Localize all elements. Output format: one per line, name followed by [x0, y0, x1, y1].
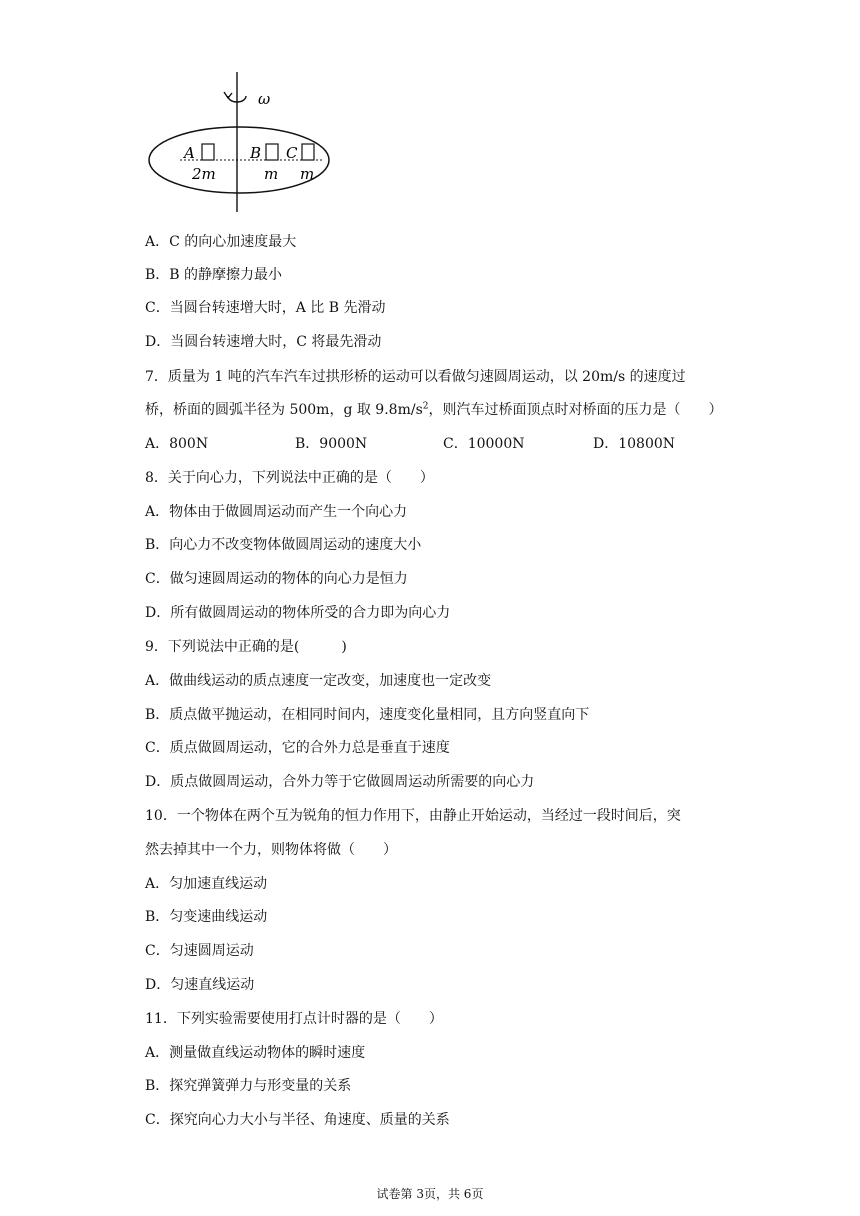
block-c — [302, 144, 314, 160]
q9-option-d: D．质点做圆周运动，合外力等于它做圆周运动所需要的向心力 — [145, 774, 535, 790]
q8-option-a: A．物体由于做圆周运动而产生一个向心力 — [145, 504, 408, 520]
q8-option-c: C．做匀速圆周运动的物体的向心力是恒力 — [145, 571, 408, 587]
q7-option-b: B．9000N — [295, 436, 368, 452]
q10-option-c: C．匀速圆周运动 — [145, 943, 254, 959]
q6-option-c: C．当圆台转速增大时，A 比 B 先滑动 — [145, 300, 386, 316]
q7-option-d: D．10800N — [593, 436, 676, 452]
block-b — [266, 144, 278, 160]
q10-stem-line2: 然去掉其中一个力，则物体将做（ ） — [145, 842, 397, 858]
label-a: A — [184, 144, 195, 162]
mass-c: m — [300, 165, 315, 183]
q7-stem-line1: 7．质量为 1 吨的汽车汽车过拱形桥的运动可以看做匀速圆周运动，以 20m/s 的速度过 — [145, 369, 686, 385]
q7-options — [145, 434, 745, 454]
block-a — [202, 144, 214, 160]
q11-option-b: B．探究弹簧弹力与形变量的关系 — [145, 1078, 352, 1094]
q10-option-d: D．匀速直线运动 — [145, 977, 255, 993]
q7-stem-line2-pre: 桥，桥面的圆弧半径为 500m，g 取 9.8m/s — [145, 402, 423, 418]
q10-stem-line1: 10．一个物体在两个互为锐角的恒力作用下，由静止开始运动，当经过一段时间后，突 — [145, 808, 681, 824]
rotating-disc-figure — [140, 70, 340, 215]
q9-stem: 9．下列说法中正确的是( ) — [145, 639, 347, 655]
q6-option-a: A．C 的向心加速度最大 — [145, 234, 297, 250]
q11-stem: 11．下列实验需要使用打点计时器的是（ ） — [145, 1011, 443, 1027]
q7-stem-line2-post: ，则汽车过桥面顶点时对桥面的压力是（ ） — [428, 402, 723, 418]
q10-option-a: A．匀加速直线运动 — [145, 876, 268, 892]
q11-option-c: C．探究向心力大小与半径、角速度、质量的关系 — [145, 1112, 450, 1128]
q6-option-d: D．当圆台转速增大时，C 将最先滑动 — [145, 334, 382, 350]
q8-option-d: D．所有做圆周运动的物体所受的合力即为向心力 — [145, 605, 451, 621]
q9-option-c: C．质点做圆周运动，它的合外力总是垂直于速度 — [145, 740, 450, 756]
q7-option-c: C．10000N — [443, 436, 525, 452]
q9-option-b: B．质点做平抛运动，在相同时间内，速度变化量相同，且方向竖直向下 — [145, 707, 590, 723]
mass-a: 2m — [192, 165, 216, 183]
q7-stem-line2 — [145, 400, 723, 420]
q8-option-b: B．向心力不改变物体做圆周运动的速度大小 — [145, 537, 422, 553]
label-b: B — [250, 144, 262, 162]
q9-option-a: A．做曲线运动的质点速度一定改变，加速度也一定改变 — [145, 673, 492, 689]
q7-option-a: A．800N — [145, 436, 209, 452]
q8-stem: 8．关于向心力，下列说法中正确的是（ ） — [145, 470, 434, 486]
mass-b: m — [264, 165, 279, 183]
q6-option-b: B．B 的静摩擦力最小 — [145, 267, 283, 283]
omega-label: ω — [258, 90, 271, 108]
label-c: C — [286, 144, 298, 162]
q11-option-a: A．测量做直线运动物体的瞬时速度 — [145, 1045, 366, 1061]
q10-option-b: B．匀变速曲线运动 — [145, 909, 268, 925]
page-footer: 试卷第 3页，共 6页 — [376, 1187, 484, 1201]
q7-stem-line2-sup: 2 — [422, 401, 429, 412]
